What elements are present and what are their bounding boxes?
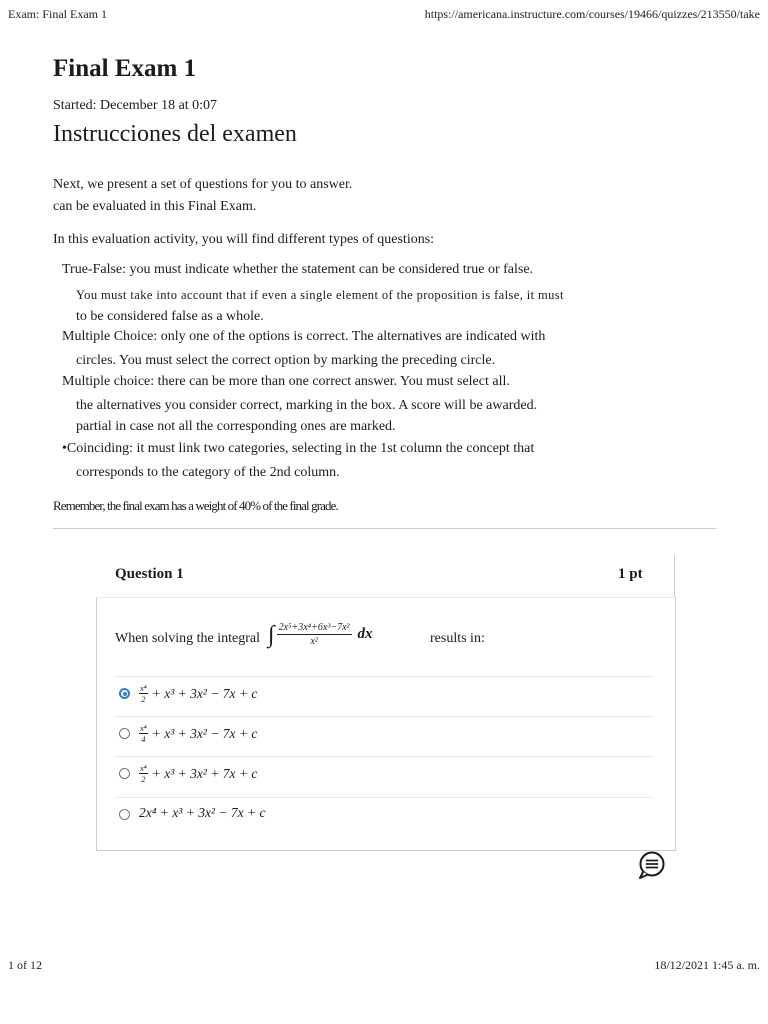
instructions-line: circles. You must select the correct option by marking the preceding circle. [76, 353, 496, 368]
instructions-line: the alternatives you consider correct, marking in the box. A score will be awarded. [76, 398, 538, 413]
print-date: 18/12/2021 1:45 a. m. [654, 958, 760, 972]
instructions-line: partial in case not all the corresponding ones are marked. [76, 419, 396, 434]
answer-radio-4[interactable] [119, 809, 130, 820]
print-page-count: 1 of 12 [8, 958, 42, 972]
instructions-line: can be evaluated in this Final Exam. [53, 199, 257, 214]
question-text-suffix: results in: [430, 631, 485, 646]
answer-fraction [139, 684, 148, 704]
section-divider [53, 528, 716, 529]
answer-numerator: x⁴ [140, 763, 147, 773]
answer-divider [114, 756, 654, 757]
instructions-line: You must take into account that if even a single element of the proposition is false, it must [76, 288, 564, 302]
integral-dx: dx [357, 626, 373, 642]
instructions-line: Multiple Choice: only one of the options is correct. The alternatives are indicated with [62, 329, 546, 344]
instructions-line: True-False: you must indicate whether the statement can be considered true or false. [62, 262, 534, 277]
instructions-heading: Instrucciones del examen [53, 121, 297, 147]
question-header-divider [96, 597, 674, 598]
answer-option-1[interactable] [139, 684, 257, 704]
answer-option-2[interactable] [139, 724, 257, 744]
question-points: 1 pt [618, 566, 643, 582]
answer-denominator: 2 [141, 694, 146, 704]
question-title: Question 1 [115, 566, 184, 582]
instructions-line: Multiple choice: there can be more than one correct answer. You must select all. [62, 374, 510, 389]
answer-denominator: 2 [141, 774, 146, 784]
instructions-line: In this evaluation activity, you will find different types of questions: [53, 232, 435, 247]
print-tab-title: Exam: Final Exam 1 [8, 7, 107, 21]
integral-numerator: 2x⁵+3x⁴+6x³−7x² [278, 622, 350, 633]
answer-radio-3[interactable] [119, 768, 130, 779]
print-page-url: https://americana.instructure.com/courses/19466/quizzes/213550/take [424, 7, 760, 21]
answer-expression: 2x⁴ + x³ + 3x² − 7x + c [139, 805, 266, 820]
answer-expression: + x³ + 3x² − 7x + c [151, 686, 258, 701]
chat-bubble-icon[interactable] [637, 850, 667, 880]
answer-numerator: x⁴ [140, 683, 147, 693]
integral-expression [268, 622, 373, 647]
integral-sign: ∫ [268, 621, 275, 648]
started-timestamp: Started: December 18 at 0:07 [53, 98, 218, 113]
answer-divider [114, 797, 654, 798]
question-text: When solving the integral [115, 631, 261, 646]
grade-weight-note: Remember, the final exam has a weight of 40% of the final grade. [53, 498, 338, 513]
answer-expression: + x³ + 3x² + 7x + c [151, 766, 258, 781]
answer-expression: + x³ + 3x² − 7x + c [151, 726, 258, 741]
answer-fraction [139, 764, 148, 784]
integral-fraction [277, 622, 352, 647]
integral-denominator: x² [310, 636, 318, 647]
instructions-line: corresponds to the category of the 2nd column. [76, 465, 340, 480]
answer-denominator: 4 [141, 734, 146, 744]
question-header-border [674, 555, 675, 597]
answer-radio-2[interactable] [119, 728, 130, 739]
answer-fraction [139, 724, 148, 744]
instructions-line: Next, we present a set of questions for you to answer. [53, 177, 353, 192]
instructions-line: •Coinciding: it must link two categories, selecting in the 1st column the concept that [62, 441, 535, 456]
answer-radio-1[interactable] [119, 688, 130, 699]
page-title: Final Exam 1 [53, 55, 197, 82]
instructions-line: to be considered false as a whole. [76, 309, 264, 324]
answer-divider [114, 716, 654, 717]
answer-option-3[interactable] [139, 764, 257, 784]
answer-numerator: x⁴ [140, 723, 147, 733]
answer-option-4[interactable] [139, 805, 265, 821]
answer-divider [114, 676, 654, 677]
